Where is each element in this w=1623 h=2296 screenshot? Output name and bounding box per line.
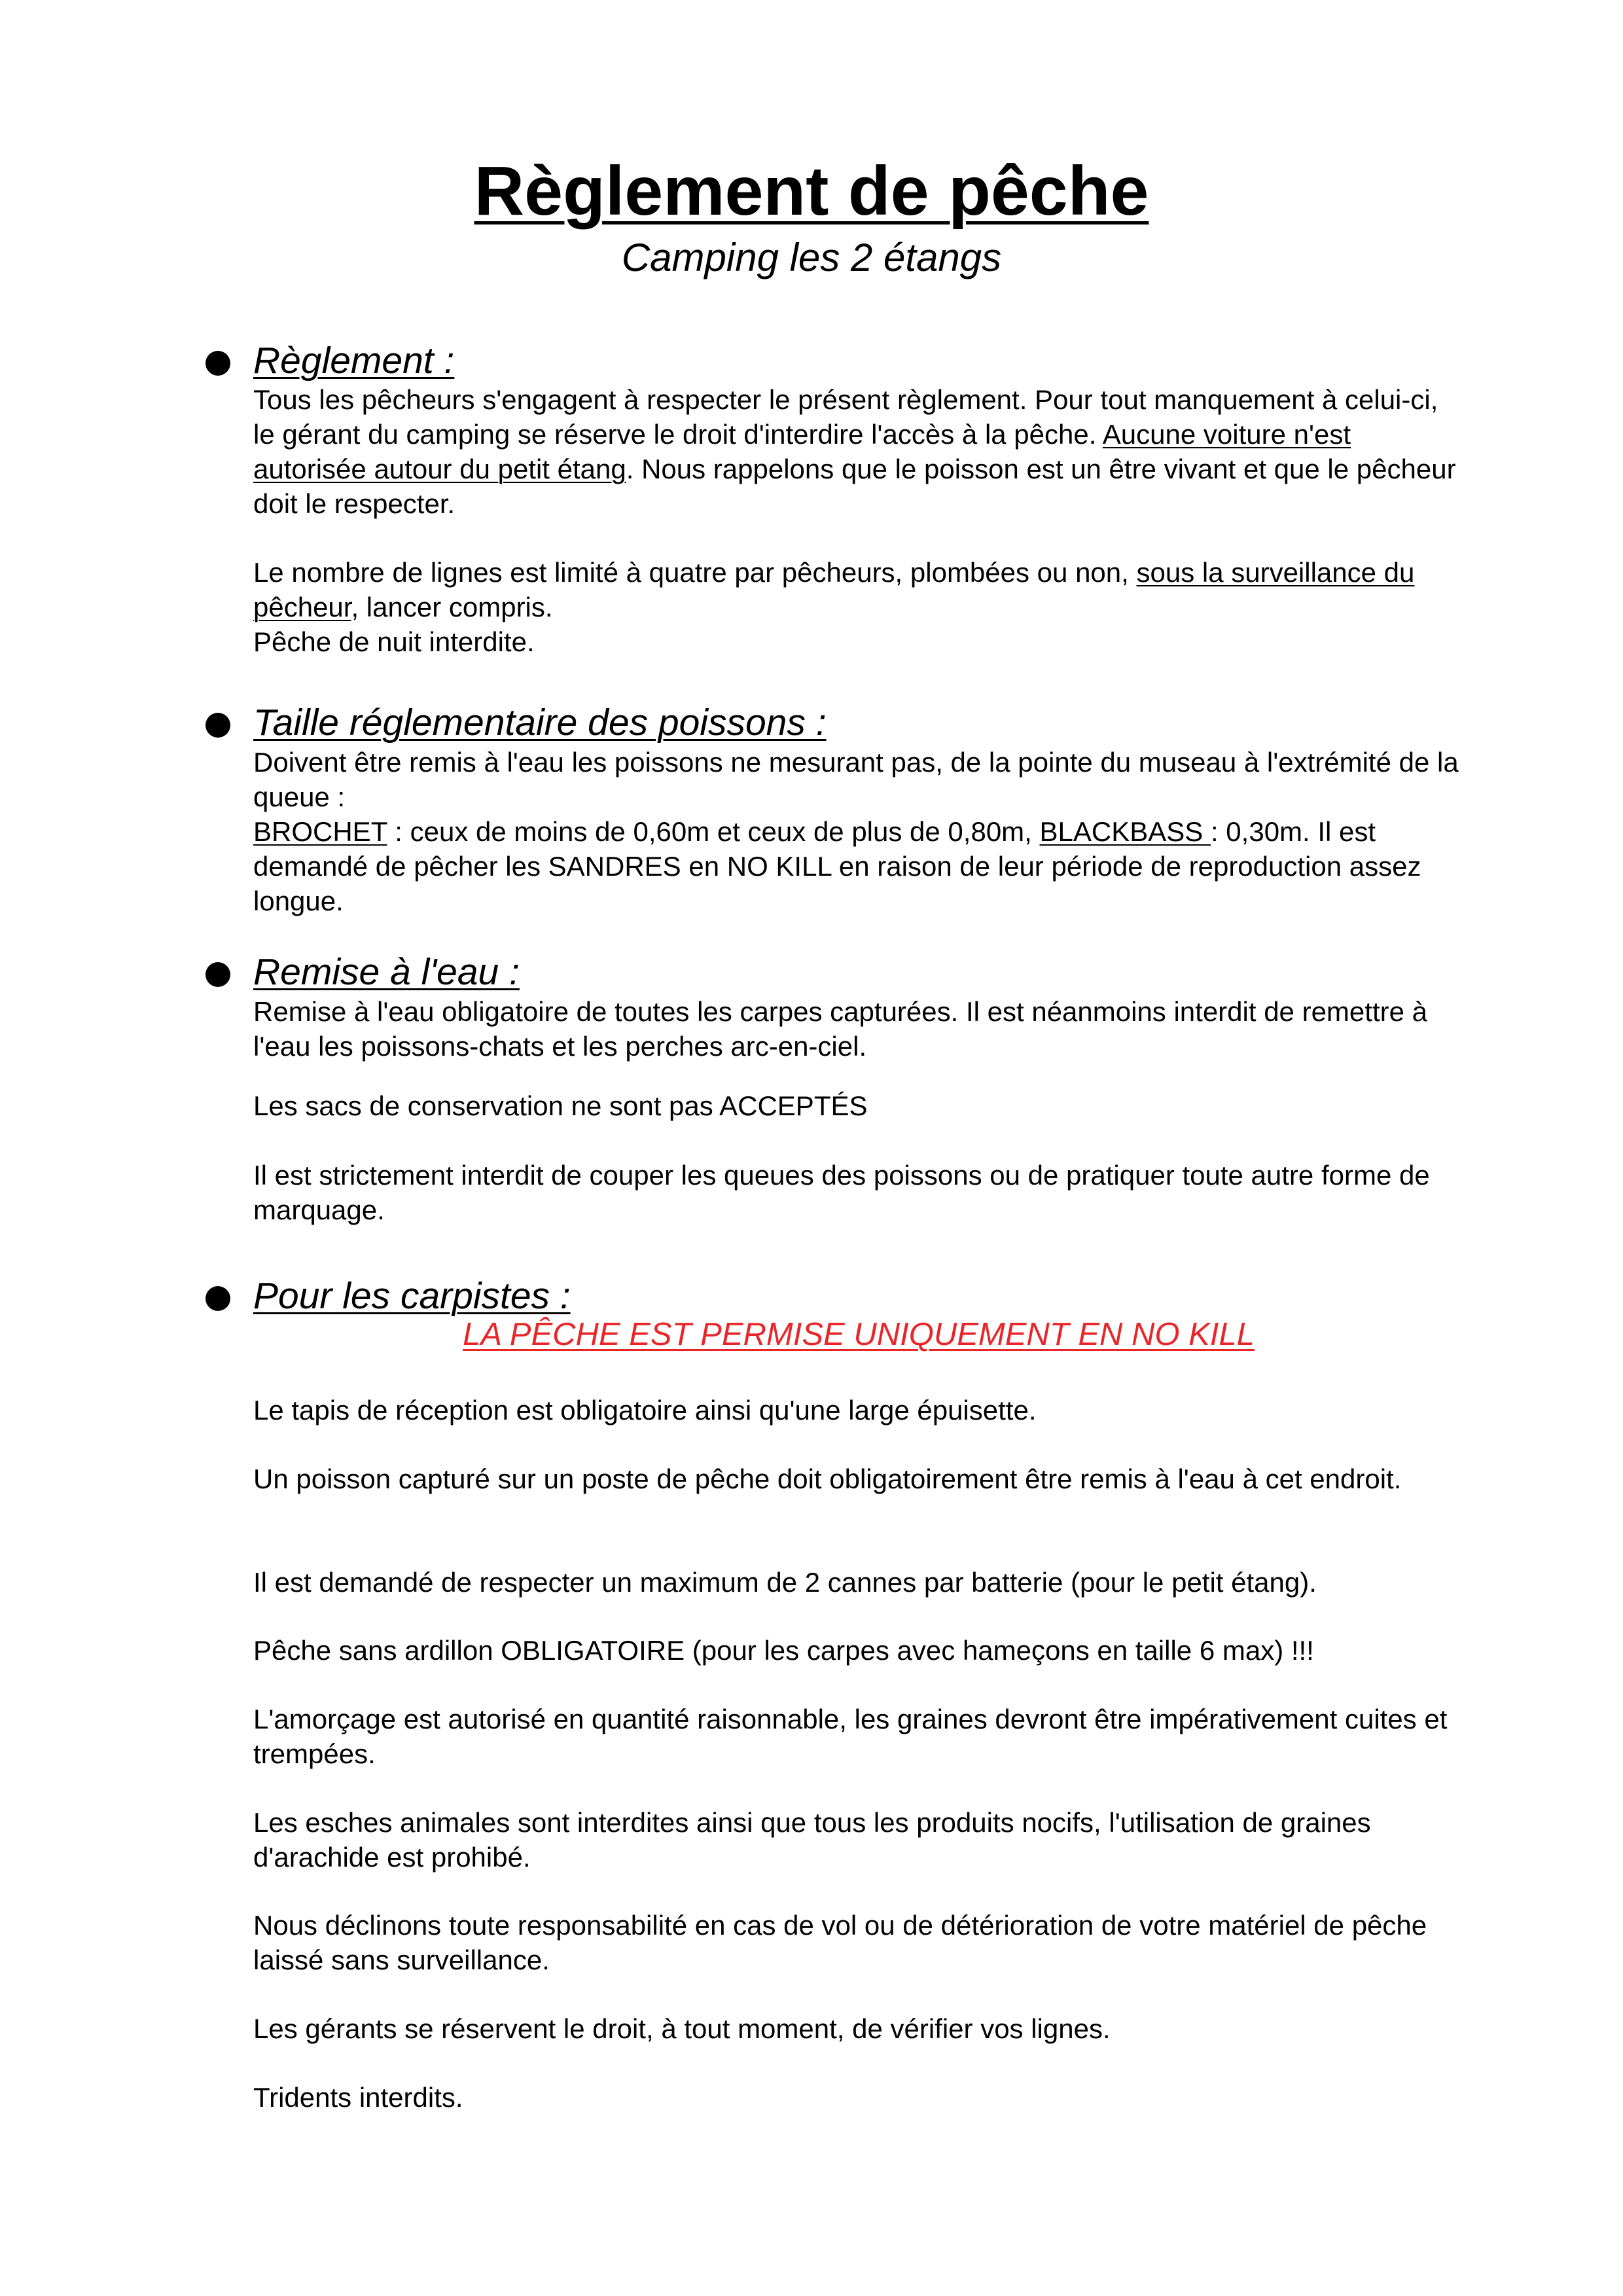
section-heading: Remise à l'eau : <box>253 951 520 993</box>
section-paragraph <box>253 555 1464 659</box>
carpistes-item: Il est demandé de respecter un maximum de 2 cannes par batterie (pour le petit étang). <box>253 1567 1317 1598</box>
carpistes-item: L'amorçage est autorisé en quantité raisonnable, les graines devront être impérativement cuites et trempées. <box>253 1704 1448 1769</box>
page-subtitle: Camping les 2 étangs <box>621 236 1002 279</box>
no-kill-notice: LA PÊCHE EST PERMISE UNIQUEMENT EN NO KILL <box>463 1317 1255 1352</box>
bullet-icon <box>205 713 230 738</box>
carpistes-item: Un poisson capturé sur un poste de pêche doit obligatoirement être remis à l'eau à cet endroit. <box>253 1463 1402 1494</box>
paragraph-text: , lancer compris. <box>351 592 553 622</box>
underlined-text: Aucune voiture n'est autorisée autour du petit étang <box>253 419 1351 484</box>
section-heading: Pour les carpistes : <box>253 1275 571 1317</box>
underlined-text: BROCHET <box>253 816 387 847</box>
bullet-icon <box>205 351 230 376</box>
section-heading: Règlement : <box>253 340 455 382</box>
carpistes-item: Pêche sans ardillon OBLIGATOIRE (pour les carpes avec hameçons en taille 6 max) !!! <box>253 1635 1314 1666</box>
carpistes-item: Le tapis de réception est obligatoire ainsi qu'une large épuisette. <box>253 1395 1037 1426</box>
carpistes-item: Les esches animales sont interdites ainsi que tous les produits nocifs, l'utilisation de graines d'arachide est prohibé. <box>253 1807 1371 1873</box>
section-paragraph: Remise à l'eau obligatoire de toutes les carpes capturées. Il est néanmoins interdit de remettre à l'eau les poissons-chats et les perches arc-en-ciel. <box>253 996 1427 1062</box>
carpistes-item: Nous déclinons toute responsabilité en cas de vol ou de détérioration de votre matériel de pêche laissé sans surveillance. <box>253 1910 1427 1975</box>
section-heading: Taille réglementaire des poissons : <box>253 702 827 744</box>
underlined-text: sous la surveillance du pêcheur <box>253 557 1415 622</box>
section-paragraph: Les sacs de conservation ne sont pas ACCEPTÉS <box>253 1090 868 1121</box>
section-paragraph <box>253 382 1464 521</box>
paragraph-text: Tous les pêcheurs s'engagent à respecter le présent règlement. Pour tout manquement à celui-ci, le gérant du camping se réserve le droit d'interdire l'accès à la pêche. <box>253 384 1438 450</box>
page-title: Règlement de pêche <box>474 152 1149 230</box>
bullet-icon <box>205 1286 230 1311</box>
paragraph-text: . Nous rappelons que le poisson est un être vivant et que le pêcheur doit le respecter. <box>253 454 1456 519</box>
underlined-text: BLACKBASS <box>1039 816 1211 847</box>
paragraph-text: : 0,30m. Il est demandé de pêcher les SANDRES en NO KILL en raison de leur période de reproduction assez longue. <box>253 816 1421 916</box>
carpistes-item: Tridents interdits. <box>253 2082 463 2113</box>
section-paragraph: Il est strictement interdit de couper les queues des poissons ou de pratiquer toute autre forme de marquage. <box>253 1160 1430 1225</box>
bullet-icon <box>205 962 230 987</box>
section-paragraph <box>253 745 1464 918</box>
paragraph-text: Doivent être remis à l'eau les poissons ne mesurant pas, de la pointe du museau à l'extrémité de la queue : <box>253 747 1459 812</box>
paragraph-text: Le nombre de lignes est limité à quatre par pêcheurs, plombées ou non, <box>253 557 1137 588</box>
paragraph-text: Pêche de nuit interdite. <box>253 626 535 657</box>
paragraph-text: : ceux de moins de 0,60m et ceux de plus de 0,80m, <box>387 816 1040 847</box>
carpistes-item: Les gérants se réservent le droit, à tout moment, de vérifier vos lignes. <box>253 2013 1111 2044</box>
